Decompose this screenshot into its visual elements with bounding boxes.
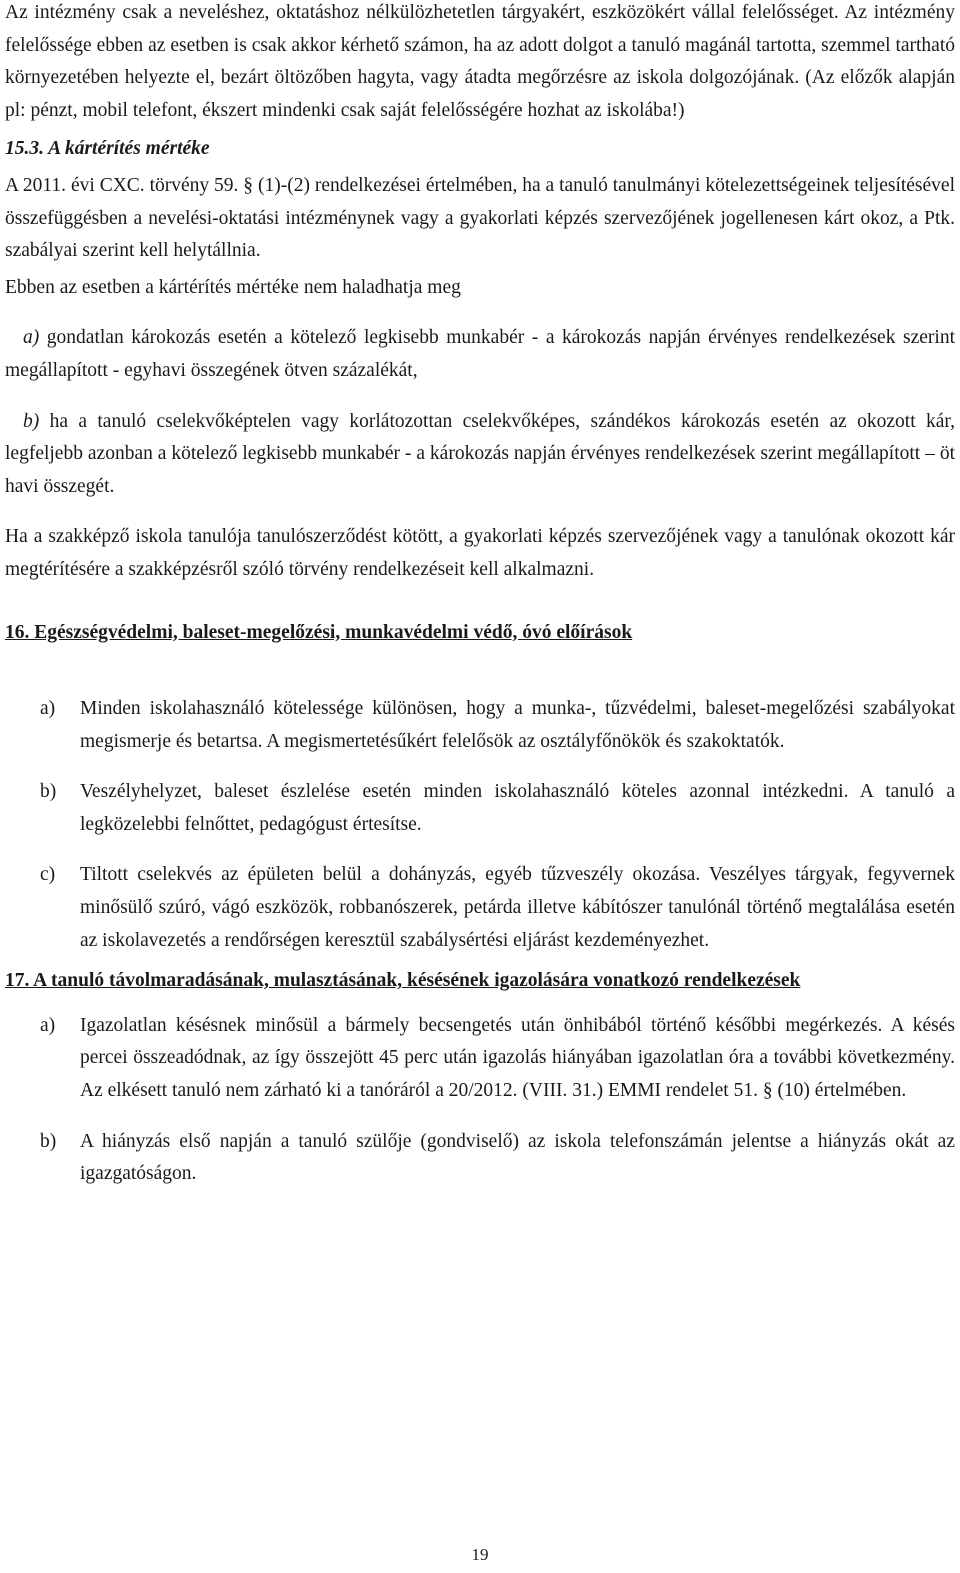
list-item-text: Minden iskolahasználó kötelessége különösen, hogy a munka-, tűzvédelmi, baleset-megelőzési szabályokat megismerje és betartsa. A megismertetésűkért felelősök az osztályfőnökök és szakoktatók. [80, 698, 955, 752]
section-16-heading: 16. Egészségvédelmi, baleset-megelőzési, munkavédelmi védő, óvó előírások [5, 621, 633, 643]
item-a-text: gondatlan károkozás esetén a kötelező legkisebb munkabér - a károkozás napján érvényes rendelkezések szerint megállapított - egyhavi összegének ötven százalékát, [5, 327, 955, 381]
section-16-item-c [40, 859, 955, 957]
item-b-text: ha a tanuló cselekvőképtelen vagy korlátozottan cselekvőképes, szándékos károkozás esetén az okozott kár, legfeljebb azonban a kötelező legkisebb munkabér - a károkozás napján érvényes rendelkezések szerint megállapított – öt havi összegét. [5, 410, 955, 497]
page-number: 19 [471, 1545, 489, 1564]
section-17-item-b [40, 1126, 955, 1191]
list-item-text: Tiltott cselekvés az épületen belül a dohányzás, egyéb tűzveszély okozása. Veszélyes tárgyak, fegyvernek minősülő szúró, vágó eszközök, robbanószerek, petárda illetve kábítószer tanulónál történő megtalálása esetén az iskolavezetés a rendőrségen keresztül szabálysértési eljárást kezdeményezhet. [80, 864, 955, 951]
section-15-3-heading: 15.3. A kártérítés mértéke [5, 138, 210, 160]
section-16-item-a [40, 693, 955, 758]
section-15-3-item-b [5, 406, 955, 504]
section-15-3-paragraph-3: Ha a szakképző iskola tanulója tanulószerződést kötött, a gyakorlati képzés szervezőjének vagy a tanulónak okozott kár megtérítésére a szakképzésről szóló törvény rendelkezéseit kell alkalmazni. [5, 526, 955, 580]
section-16-item-b [40, 776, 955, 841]
section-17-item-a [40, 1010, 955, 1108]
document-page [5, 0, 955, 1191]
section-15-3-item-a [5, 322, 955, 387]
list-marker: c) [40, 864, 56, 886]
list-marker: b) [40, 1130, 57, 1152]
item-b-letter: b) [23, 410, 40, 432]
section-17-list [40, 1010, 955, 1191]
list-marker: b) [40, 781, 57, 803]
list-item-text: Veszélyhelyzet, baleset észlelése esetén minden iskolahasználó köteles azonnal intézkedni. A tanuló a legközelebbi felnőttet, pedagógust értesítse. [80, 781, 955, 835]
intro-paragraph: Az intézmény csak a neveléshez, oktatáshoz nélkülözhetetlen tárgyakért, eszközökért vállal felelősséget. Az intézmény felelőssége ebben az esetben is csak akkor kérhető számon, ha az adott dolgot a tanuló magánál tartotta, szemmel tartható környezetében helyezte el, bezárt öltözőben hagyta, vagy átadta megőrzésre az iskola dolgozójának. (Az előzők alapján pl: pénzt, mobil telefont, ékszert mindenki csak saját felelősségére hozhat az iskolába!) [5, 2, 955, 121]
section-16-list [40, 693, 955, 957]
list-marker: a) [40, 698, 56, 720]
section-15-3-paragraph-1: A 2011. évi CXC. törvény 59. § (1)-(2) rendelkezései értelmében, ha a tanuló tanulmányi kötelezettségeinek teljesítésével összefüggésben a nevelési-oktatási intézménynek vagy a gyakorlati képzés szervezőjének jogellenesen kárt okoz, a Ptk. szabályai szerint kell helytállnia. [5, 174, 955, 262]
list-marker: a) [40, 1014, 56, 1036]
list-item-text: Igazolatlan késésnek minősül a bármely becsengetés után önhibából történő későbbi megérkezés. A késés percei összeadódnak, az így összejött 45 perc után igazolás hiányában igazolatlan óra a további következmény. Az elkésett tanuló nem zárható ki a tanóráról a 20/2012. (VIII. 31.) EMMI rendelet 51. § (10) értelmében. [80, 1014, 955, 1102]
section-17-heading: 17. A tanuló távolmaradásának, mulasztásának, késésének igazolására vonatkozó rendelkezések [5, 970, 801, 992]
list-item-text: A hiányzás első napján a tanuló szülője (gondviselő) az iskola telefonszámán jelentse a hiányzás okát az igazgatóságon. [80, 1130, 955, 1185]
item-a-letter: a) [23, 327, 40, 349]
section-15-3-paragraph-2: Ebben az esetben a kártérítés mértéke nem haladhatja meg [5, 276, 461, 298]
